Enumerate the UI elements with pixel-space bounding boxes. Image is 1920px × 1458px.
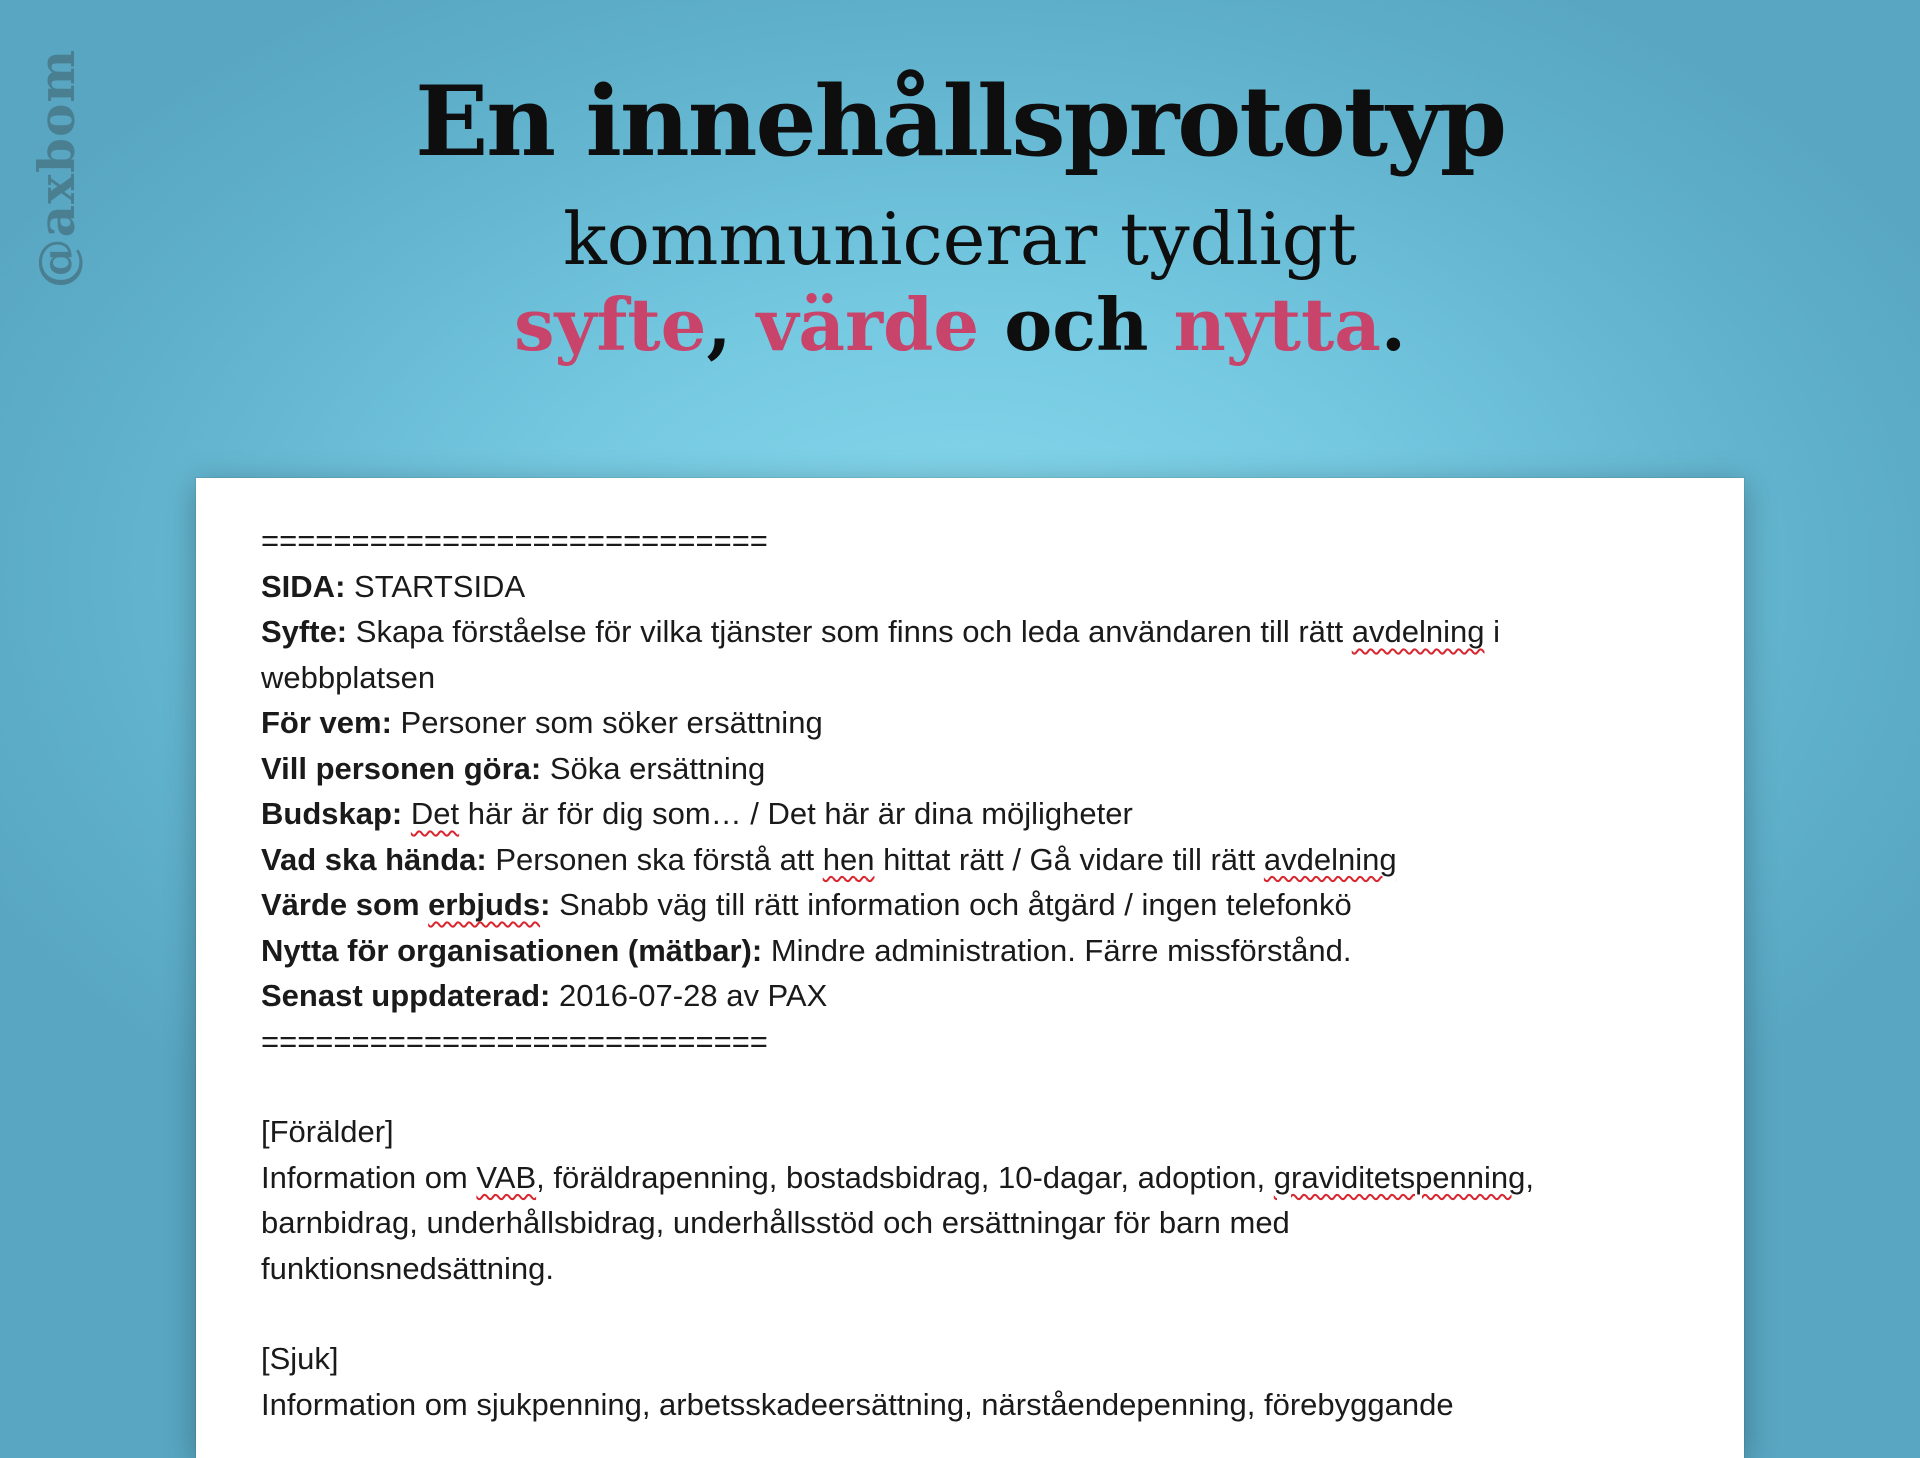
field-varde-value: Snabb väg till rätt information och åtgärd / ingen telefonkö (559, 887, 1352, 922)
subtitle-word-varde: värde (756, 282, 980, 367)
field-nytta-label: Nytta för organisationen (mätbar): (261, 932, 763, 968)
field-sida-label: SIDA: (261, 568, 346, 604)
subtitle-line-1: kommunicerar tydligt (563, 197, 1357, 281)
field-vad-flagged-word-1: hen (822, 841, 875, 877)
section-sjuk-line-1: Information om sjukpenning, arbetsskadeersättning, närståendepenning, förebyggande (261, 1386, 1454, 1422)
field-vad-flagged-word-2: avdelning (1263, 841, 1397, 877)
section-sjuk-heading: [Sjuk] (261, 1341, 339, 1376)
author-handle-text: @axbom (27, 48, 87, 288)
foralder-line-1-a: Information om (261, 1159, 468, 1195)
field-for-vem-label: För vem: (261, 705, 392, 740)
field-for-vem (261, 700, 1701, 746)
section-foralder-line-3: funktionsnedsättning. (261, 1250, 554, 1286)
field-for-vem-value: Personer som söker ersättning (400, 705, 823, 740)
field-vill-label: Vill personen göra: (261, 750, 542, 786)
field-syfte-value-end: i (1493, 614, 1500, 649)
field-varde-flagged-word: erbjuds (428, 887, 541, 922)
field-vad-label: Vad ska hända: (261, 841, 487, 877)
field-vad (261, 837, 1701, 883)
slide-subtitle (0, 196, 1920, 368)
slide-title: En innehållsprototyp (415, 65, 1505, 178)
field-varde (261, 882, 1701, 928)
field-varde-label-end: : (540, 887, 551, 922)
field-nytta-value: Mindre administration. Färre missförstånd. (770, 932, 1352, 968)
field-varde-label-a: Värde som (261, 887, 420, 922)
foralder-line-1-b: , föräldrapenning, bostadsbidrag, 10-dagar, adoption, (536, 1159, 1266, 1195)
subtitle-word-syfte: syfte (514, 282, 707, 367)
field-syfte-flagged-word: avdelning (1351, 614, 1485, 649)
field-varde-label (261, 887, 550, 922)
field-budskap (261, 791, 1701, 837)
field-senast-value: 2016-07-28 av PAX (559, 978, 828, 1013)
section-foralder-line-1 (261, 1155, 1701, 1201)
field-budskap-label: Budskap: (261, 796, 403, 831)
document-card (196, 478, 1744, 1458)
field-sida (261, 564, 1701, 610)
divider-bottom: ============================ (261, 1023, 768, 1059)
field-senast (261, 973, 1701, 1019)
subtitle-line-2 (0, 282, 1920, 368)
field-sida-value: STARTSIDA (354, 568, 526, 604)
subtitle-comma: , (706, 282, 732, 367)
field-syfte-label: Syfte: (261, 614, 348, 649)
field-senast-label: Senast uppdaterad: (261, 978, 551, 1013)
field-vad-value-a: Personen ska förstå att (495, 841, 815, 877)
field-vad-value-b: hittat rätt / Gå vidare till rätt (883, 841, 1256, 877)
divider-top: ============================ (261, 523, 768, 558)
field-syfte (261, 609, 1701, 655)
foralder-line-1-c: , (1525, 1159, 1535, 1195)
subtitle-word-och: och (1004, 282, 1149, 367)
foralder-flagged-word-graviditetspenning: graviditetspenning (1273, 1159, 1526, 1195)
field-budskap-value: här är för dig som… / Det här är dina möjligheter (467, 796, 1133, 831)
field-budskap-flagged-word: Det (410, 796, 460, 831)
subtitle-period: . (1380, 282, 1406, 367)
field-vill (261, 746, 1701, 792)
field-vill-value: Söka ersättning (549, 750, 766, 786)
section-foralder-heading: [Förälder] (261, 1114, 394, 1149)
foralder-flagged-word-vab: VAB (476, 1159, 537, 1195)
field-nytta (261, 928, 1701, 974)
blank-line-2 (261, 1291, 1701, 1336)
subtitle-word-nytta: nytta (1173, 282, 1381, 367)
field-syfte-value: Skapa förståelse för vilka tjänster som finns och leda användaren till rätt (355, 614, 1344, 649)
blank-line (261, 1064, 1701, 1109)
field-syfte-continued: webbplatsen (261, 659, 436, 695)
document-text (261, 518, 1701, 1427)
section-foralder-line-2: barnbidrag, underhållsbidrag, underhållsstöd och ersättningar för barn med (261, 1205, 1290, 1240)
